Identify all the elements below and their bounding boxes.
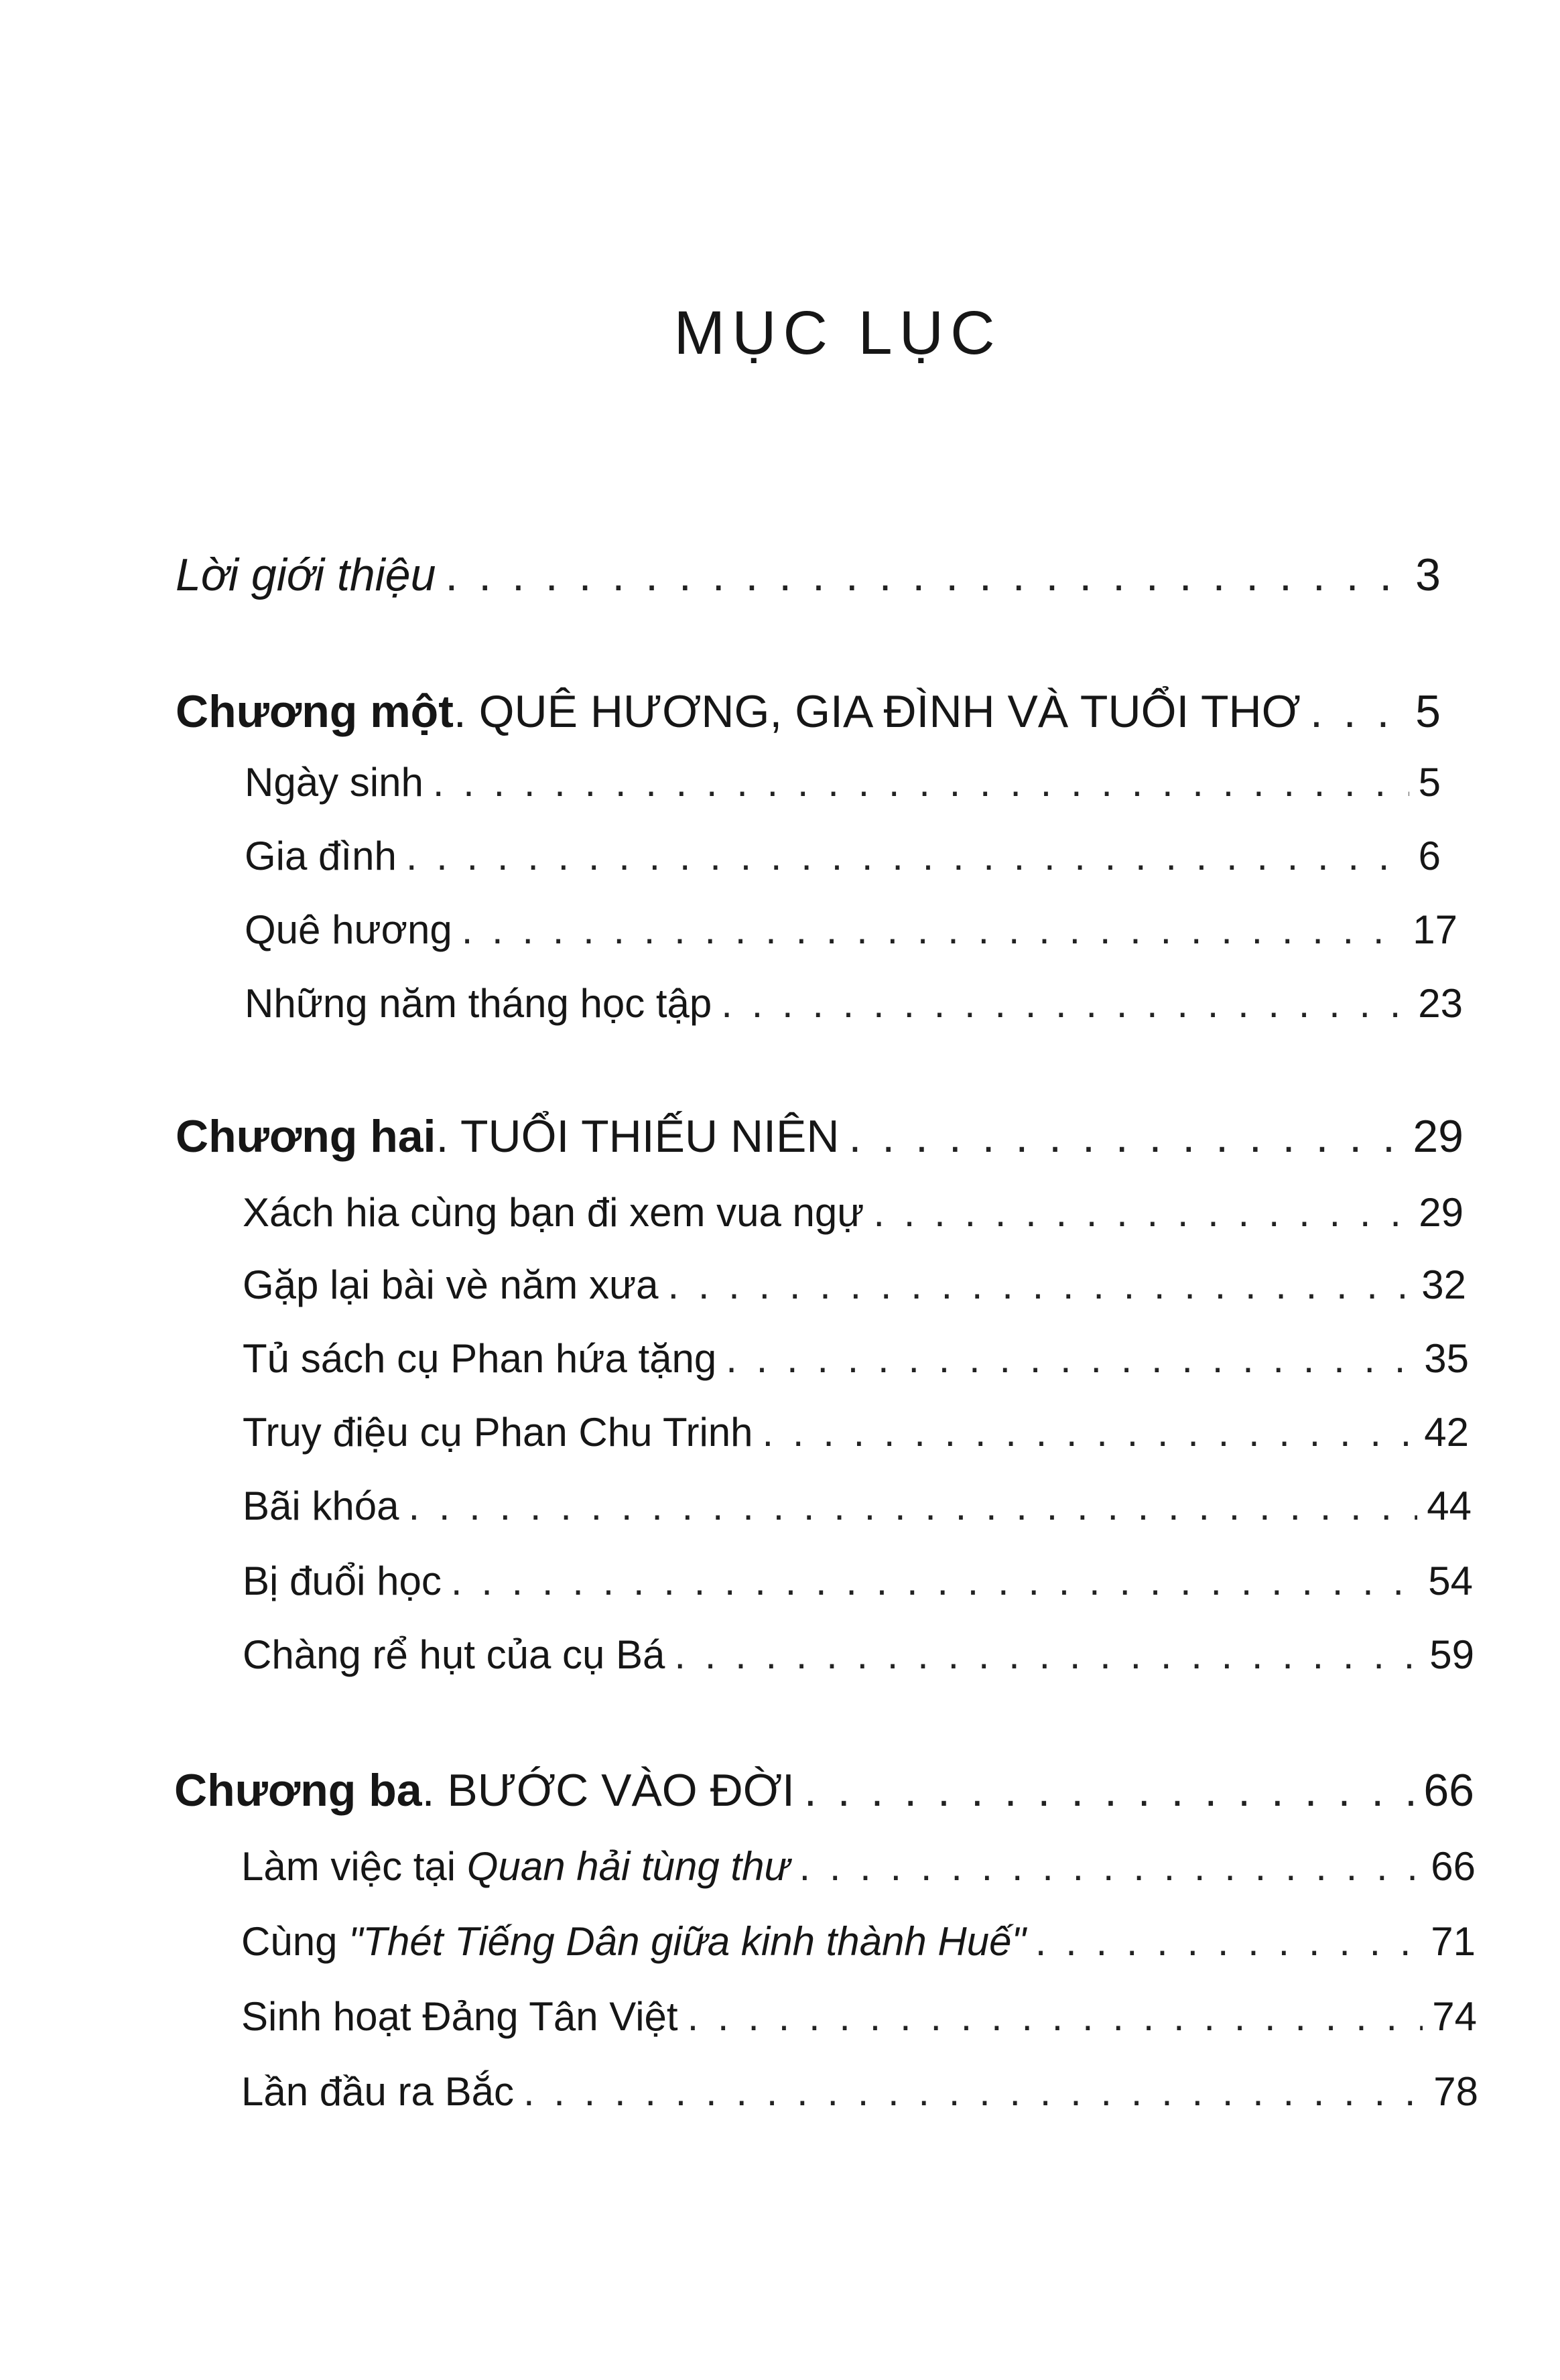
toc-page-number: 6 xyxy=(1418,834,1441,878)
dot-leader xyxy=(873,1186,1409,1240)
toc-entry xyxy=(245,903,1457,957)
toc-entry-label: Truy điệu cụ Phan Chu Trinh xyxy=(243,1410,753,1455)
toc-entry-label: Lời giới thiệu xyxy=(176,549,436,600)
toc-entry-label xyxy=(241,1840,790,1894)
dot-leader xyxy=(667,1258,1412,1312)
chapter-prefix: Chương một xyxy=(176,686,454,737)
page-title: MỤC LỤC xyxy=(673,299,1002,367)
toc-entry-label: Sinh hoạt Đảng Tân Việt xyxy=(241,1994,678,2039)
toc-entry-intro xyxy=(176,548,1441,602)
toc-entry-label: Bị đuổi học xyxy=(243,1559,442,1603)
toc-entry xyxy=(241,1840,1476,1894)
toc-page-number: 3 xyxy=(1415,549,1441,600)
toc-entry xyxy=(241,2065,1478,2119)
dot-leader xyxy=(848,1110,1403,1163)
dot-leader xyxy=(688,1990,1423,2044)
toc-entry-label: Gia đình xyxy=(245,834,397,878)
toc-page-number: 74 xyxy=(1432,1994,1477,2039)
dot-leader xyxy=(721,977,1409,1031)
toc-entry-label: Gặp lại bài vè năm xưa xyxy=(243,1262,659,1307)
chapter-sep: . xyxy=(421,1765,448,1816)
toc-page-number: 5 xyxy=(1415,686,1441,737)
toc-chapter-label xyxy=(176,685,1301,738)
toc-page-number: 54 xyxy=(1428,1559,1473,1603)
dot-leader xyxy=(674,1628,1420,1682)
chapter-title: QUÊ HƯƠNG, GIA ĐÌNH VÀ TUỔI THƠ xyxy=(478,686,1301,737)
label-italic: Quan hải tùng thư xyxy=(466,1844,790,1889)
toc-page-number: 71 xyxy=(1431,1919,1476,1964)
dot-leader xyxy=(445,548,1406,602)
toc-page-number: 29 xyxy=(1419,1190,1464,1235)
dot-leader xyxy=(406,830,1409,883)
toc-entry xyxy=(243,1555,1473,1608)
toc-entry xyxy=(241,1915,1476,1969)
toc-chapter-label xyxy=(176,1110,839,1163)
toc-entry-label: Quê hương xyxy=(245,907,452,952)
label-italic: "Thét Tiếng Dân giữa kinh thành Huế" xyxy=(348,1919,1026,1964)
toc-entry xyxy=(245,977,1463,1031)
toc-page-number: 66 xyxy=(1431,1844,1476,1889)
toc-page-number: 35 xyxy=(1424,1336,1469,1381)
toc-page-number: 17 xyxy=(1413,907,1457,952)
toc-page-number: 5 xyxy=(1418,760,1441,805)
label-pre: Làm việc tại xyxy=(241,1844,467,1889)
dot-leader xyxy=(433,756,1409,809)
toc-entry xyxy=(245,830,1441,883)
dot-leader xyxy=(409,1479,1418,1533)
toc-entry-label: Tủ sách cụ Phan hứa tặng xyxy=(243,1336,717,1381)
chapter-prefix: Chương hai xyxy=(176,1111,436,1162)
toc-entry-label: Chàng rể hụt của cụ Bá xyxy=(243,1632,665,1677)
dot-leader xyxy=(462,903,1404,957)
dot-leader xyxy=(1310,685,1406,738)
toc-chapter-2 xyxy=(176,1110,1464,1163)
toc-entry-label: Lần đầu ra Bắc xyxy=(241,2069,514,2114)
chapter-sep: . xyxy=(453,686,479,737)
chapter-prefix: Chương ba xyxy=(174,1765,422,1816)
dot-leader xyxy=(523,2065,1424,2119)
toc-chapter-1 xyxy=(176,685,1441,738)
label-pre: Cùng xyxy=(241,1919,349,1964)
dot-leader xyxy=(804,1764,1414,1817)
toc-page-number: 29 xyxy=(1413,1111,1464,1162)
toc-entry xyxy=(245,756,1441,809)
chapter-sep: . xyxy=(436,1111,461,1162)
toc-entry-label: Bãi khóa xyxy=(243,1483,399,1528)
toc-page-number: 44 xyxy=(1427,1483,1472,1528)
chapter-title: TUỔI THIẾU NIÊN xyxy=(460,1111,840,1162)
toc-entry xyxy=(243,1332,1469,1386)
toc-chapter-label xyxy=(174,1764,795,1817)
dot-leader xyxy=(799,1840,1422,1894)
toc-entry-label: Những năm tháng học tập xyxy=(245,981,712,1026)
toc-page-number: 23 xyxy=(1418,981,1463,1026)
toc-entry-label: Ngày sinh xyxy=(245,760,424,805)
dot-leader xyxy=(451,1555,1419,1608)
toc-page-number: 66 xyxy=(1423,1765,1474,1816)
dot-leader xyxy=(726,1332,1415,1386)
toc-entry-label xyxy=(241,1915,1026,1969)
dot-leader xyxy=(763,1406,1415,1459)
toc-page-number: 42 xyxy=(1424,1410,1469,1455)
dot-leader xyxy=(1035,1915,1421,1969)
toc-entry xyxy=(243,1479,1472,1533)
toc-entry xyxy=(243,1628,1474,1682)
toc-entry xyxy=(243,1406,1469,1459)
toc-page-number: 59 xyxy=(1429,1632,1474,1677)
chapter-title: BƯỚC VÀO ĐỜI xyxy=(447,1765,795,1816)
toc-page-number: 78 xyxy=(1433,2069,1478,2114)
toc-chapter-3 xyxy=(174,1764,1474,1817)
toc-entry xyxy=(243,1186,1464,1240)
toc-page-number: 32 xyxy=(1421,1262,1466,1307)
toc-entry-label: Xách hia cùng bạn đi xem vua ngự xyxy=(243,1190,864,1235)
toc-entry xyxy=(241,1990,1477,2044)
toc-entry xyxy=(243,1258,1466,1312)
